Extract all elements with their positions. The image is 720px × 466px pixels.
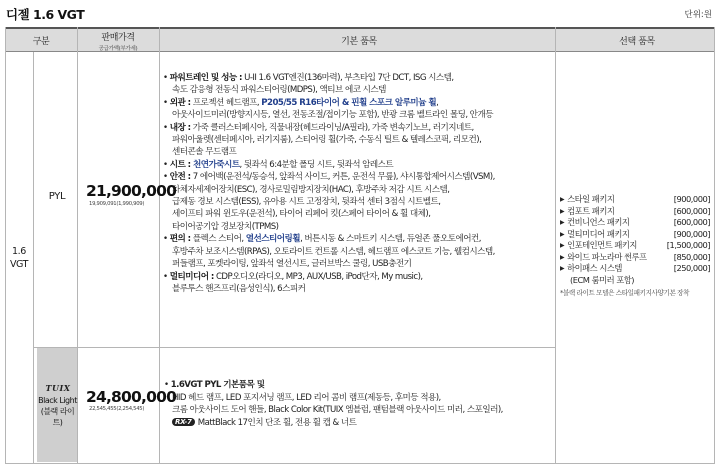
feature-line (163, 171, 553, 183)
feature-text: 7 에어백(운전석/동승석, 앞좌석 사이드, 커튼, 운전석 무릎), 샤시통합제어시스템(VSM), (190, 172, 495, 183)
header-class: 구분 (32, 37, 50, 47)
feature-line (163, 159, 553, 171)
list-item: • 1.6VGT PYL 기본품목 및 (164, 380, 265, 390)
triangle-bullet-icon: ▶ (560, 265, 565, 272)
feature-line (163, 271, 553, 283)
bullet: • (163, 122, 170, 133)
triangle-bullet-icon: ▶ (560, 242, 565, 249)
feature-line (163, 246, 553, 258)
triangle-bullet-icon: ▶ (560, 253, 565, 261)
feature-line (163, 97, 553, 109)
feature-text: U-II 1.6 VGT엔진(136마력), 부츠타입 7단 DCT, ISG 시스템, (241, 73, 454, 83)
feature-text: 파워아울렛(센터페시아, 러기지룸), 스티어링 휠(가죽, 수동식 틸트 & 텔레스코픽, 리모컨), (172, 135, 482, 146)
option-price: [250,000] (673, 263, 710, 273)
black-light-price-sub: 22,545,455(2,254,545) (89, 406, 145, 412)
grid-line (33, 52, 34, 464)
feature-heading: 외관 : (169, 97, 191, 108)
option-name: 멀티미디어 패키지 (567, 228, 630, 239)
trim-black-light: Black Light (블랙 라이트) (38, 396, 77, 427)
option-item (560, 252, 710, 264)
feature-text: 타이어공기압 경보장치(TPMS) (172, 221, 279, 232)
triangle-bullet-icon: ▶ (560, 207, 565, 215)
grid-line (5, 463, 715, 464)
feature-heading: 내장 : (169, 122, 191, 133)
feature-line (163, 283, 553, 295)
triangle-bullet-icon: ▶ (560, 219, 565, 226)
grade-cell (5, 53, 33, 463)
feature-text: 퍼들램프, 포켓라이팅, 앞좌석 열선시트, 글러브박스 쿨링, USB충전기 (172, 259, 412, 270)
feature-text: 프로젝션 헤드램프, (190, 97, 262, 108)
feature-text: 센터콘솔 무드램프 (172, 147, 237, 158)
bullet: • (163, 271, 170, 282)
triangle-bullet-icon: ▶ (560, 230, 565, 238)
grid-line (555, 27, 556, 464)
header-option: 선택 품목 (619, 37, 655, 47)
trim-pyl: PYL (48, 191, 66, 202)
option-price: [600,000] (673, 205, 710, 216)
pyl-price-sub: 19,909,091(1,990,909) (89, 201, 145, 207)
wheel-brand-logo: RX-7 (172, 418, 195, 426)
feature-line (163, 146, 553, 158)
option-item (560, 240, 710, 252)
feature-text: , 버튼시동 & 스마트키 시스템, 듀얼존 풀오토에어컨, (300, 234, 481, 245)
highlight-text: 열선스티어링휠 (245, 234, 301, 245)
option-list (560, 194, 710, 300)
feature-text: 아웃사이드미러(방향지시등, 열선, 전동조절/접이기능 포함), 반광 크롬 벨트라인 몰딩, 안개등 (172, 110, 493, 121)
option-price: [900,000] (673, 228, 710, 239)
feature-line (163, 134, 553, 146)
feature-text: 속도 감응형 전동식 파워스티어링(MDPS), 액티브 에코 시스템 (172, 85, 386, 96)
feature-line (163, 196, 553, 208)
option-footnote: *블랙 라이트 모델은 스타일패키지사양기본 장착 (560, 289, 690, 297)
option-price: [1,500,000] (666, 240, 710, 250)
grid-line (33, 347, 555, 348)
feature-text: 블루투스 핸즈프리(음성인식), 6스피커 (172, 283, 306, 294)
option-name: 와이드 파노라마 썬루프 (567, 251, 647, 262)
feature-line (163, 84, 553, 96)
grade-line1: 1.6 (12, 246, 26, 257)
pyl-feature-list (163, 72, 553, 295)
option-item (560, 217, 710, 229)
bullet: • (163, 97, 170, 108)
feature-heading: 멀티미디어 : (169, 271, 214, 282)
feature-line (163, 221, 553, 233)
bullet: • (163, 73, 170, 83)
table-header (5, 27, 715, 52)
feature-text: CDP오디오(라디오, MP3, AUX/USB, iPod단자, My music), (213, 271, 423, 282)
option-name: 인포테인먼트 패키지 (567, 240, 637, 250)
feature-text: 후방주차 보조시스템(RPAS), 오토라이트 컨트롤 시스템, 헤드램프 에스코트 기능, 웰컴시스템, (172, 246, 495, 257)
hipass-sub-note: (ECM 룸미러 포함) (570, 274, 635, 285)
feature-text: 플렉스 스티어, (190, 234, 246, 245)
feature-heading: 시트 : (169, 159, 191, 170)
feature-line (163, 208, 553, 220)
option-name: 컨비니언스 패키지 (567, 217, 630, 227)
list-item: 크롬 아웃사이드 도어 핸들, Black Color Kit(TUIX 엠블럼, 팬텀블랙 아웃사이드 미러, 스포일러), (172, 405, 503, 416)
triangle-bullet-icon: ▶ (560, 196, 565, 203)
feature-text: 세이프티 파워 윈도우(운전석), 타이어 리페어 킷(스페어 타이어 & 휠 대체), (172, 209, 431, 220)
header-price: 판매가격 공급가액(부가세) (98, 32, 138, 52)
list-item: RX-7 MattBlack 17인치 단조 휠, 전용 휠 캡 & 너트 (164, 417, 554, 430)
bullet: • (163, 159, 170, 170)
bullet: • (163, 234, 170, 245)
tuix-logo: TUIX (45, 383, 71, 393)
black-light-feature-list (164, 379, 554, 429)
feature-text: , (436, 97, 439, 108)
option-name: 컴포트 패키지 (567, 205, 615, 216)
option-item (560, 229, 710, 241)
feature-heading: 편의 : (169, 234, 191, 245)
header-basic: 기본 품목 (341, 37, 377, 47)
option-price: [600,000] (673, 217, 710, 227)
feature-text: , 뒷좌석 6:4분할 폴딩 시트, 뒷좌석 암레스트 (239, 159, 394, 170)
feature-line (163, 109, 553, 121)
feature-line (163, 258, 553, 270)
feature-heading: 안전 : (169, 172, 191, 183)
grid-line (714, 27, 715, 464)
option-price: [850,000] (673, 251, 710, 262)
feature-text: 가죽 클러스터페시아, 직물내장(헤드라이닝/A필라), 가죽 변속기노브, 러기지네트, (190, 122, 474, 133)
pyl-price: 21,900,000 (86, 182, 177, 200)
black-light-price: 24,800,000 (86, 388, 177, 406)
unit-label: 단위:원 (684, 10, 712, 20)
page-title: 디젤 1.6 VGT (6, 7, 85, 22)
option-name: 하이패스 시스템 (567, 263, 622, 273)
option-price: [900,000] (673, 194, 710, 204)
feature-text: 차체자세제어장치(ESC), 경사로밀림방지장치(HAC), 후방주차 저감 시트 시스템, (172, 184, 450, 195)
option-item (560, 194, 710, 206)
grade-line2: VGT (9, 259, 29, 270)
option-name: 스타일 패키지 (567, 194, 615, 204)
option-item (560, 206, 710, 218)
bullet: • (163, 172, 170, 183)
feature-line (163, 72, 553, 84)
feature-line (163, 122, 553, 134)
highlight-text: P205/55 R16타이어 & 핀휠 스포크 알루미늄 휠 (261, 97, 437, 108)
feature-line (163, 184, 553, 196)
option-item (560, 263, 710, 275)
feature-text: 급제동 경보 시스템(ESS), 유아용 시트 고정장치, 뒷좌석 센터 3점식 시트벨트, (172, 197, 441, 208)
feature-heading: 파워트레인 및 성능 : (169, 73, 242, 83)
highlight-text: 천연가죽시트 (190, 159, 240, 170)
feature-line (163, 233, 553, 245)
list-item: HID 헤드 램프, LED 포지셔닝 램프, LED 리어 콤비 램프(제동등, 후미등 적용), (172, 392, 441, 403)
